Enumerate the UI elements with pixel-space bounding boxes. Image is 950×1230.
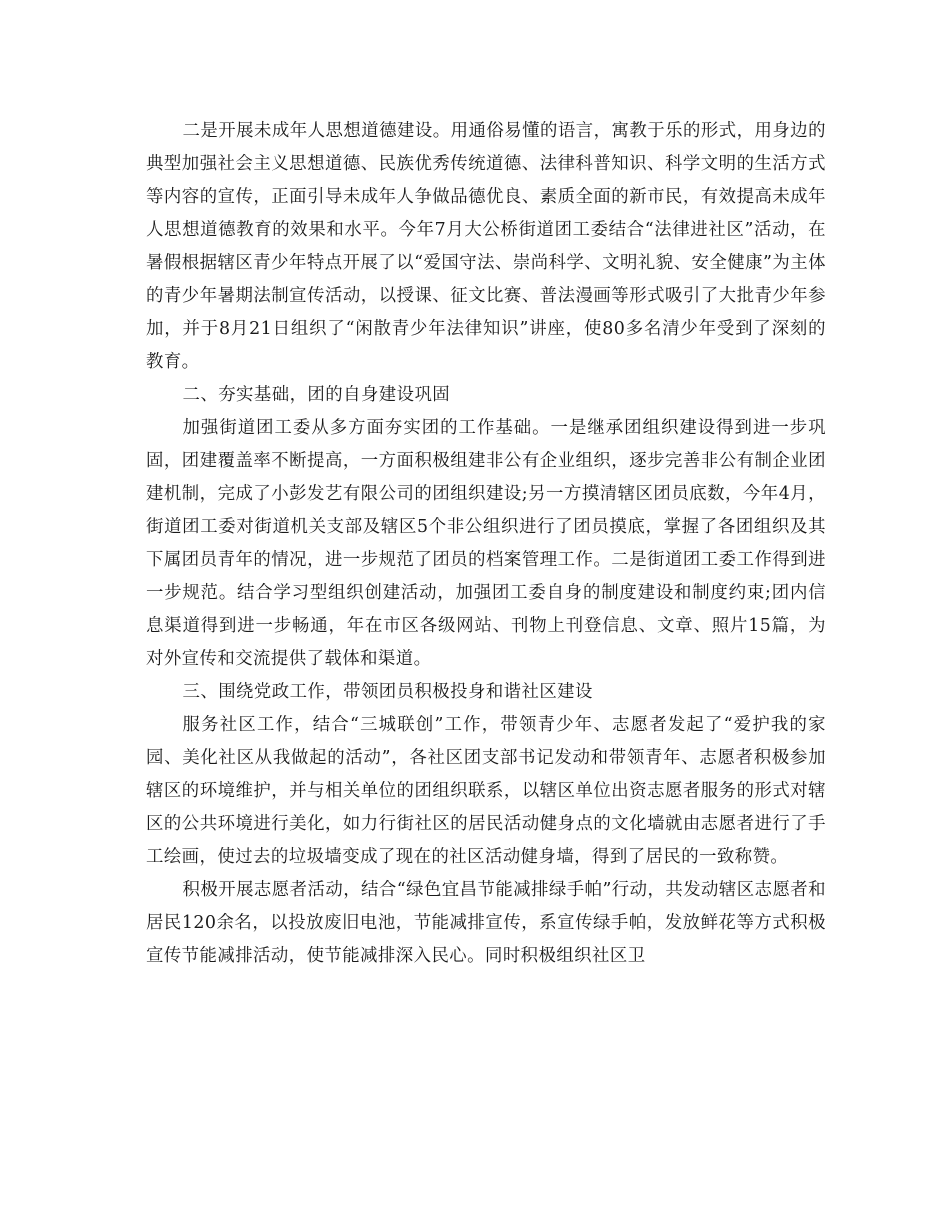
paragraph-volunteer-activities: 积极开展志愿者活动，结合“绿色宜昌节能减排绿手帕”行动，共发动辖区志愿者和居民120余名，以投放废旧电池，节能减排宣传，系宣传绿手帕，发放鲜花等方式积极宣传节能减排活动，使节能减排深入民心。同时积极组织社区卫 [146,880,826,966]
paragraph-league-building: 加强街道团工委从多方面夯实团的工作基础。一是继承团组织建设得到进一步巩固，团建覆盖率不断提高，一方面积极组建非公有企业组织，逐步完善非公有制企业团建机制，完成了小彭发艺有限公司的团组织建设;另一方摸清辖区团员底数，今年4月，街道团工委对街道机关支部及辖区5个非公组织进行了团员摸底，掌握了各团组织及其下属团员青年的情况，进一步规范了团员的档案管理工作。二是街道团工委工作得到进一步规范。结合学习型组织创建活动，加强团工委自身的制度建设和制度约束;团内信息渠道得到进一步畅通，年在市区各级网站、刊物上刊登信息、文章、照片15篇，为对外宣传和交流提供了载体和渠道。 [146,418,826,669]
document-body [146,115,826,973]
section-heading-2: 二、夯实基础，团的自身建设巩固 [182,385,451,405]
paragraph-community-service: 服务社区工作，结合“三城联创”工作，带领青少年、志愿者发起了“爱护我的家园、美化社区从我做起的活动”，各社区团支部书记发动和带领青年、志愿者积极参加辖区的环境维护，并与相关单位的团组织联系，以辖区单位出资志愿者服务的形式对辖区的公共环境进行美化，如力行街社区的居民活动健身点的文化墙就由志愿者进行了手工绘画，使过去的垃圾墙变成了现在的社区活动健身墙，得到了居民的一致称赞。 [146,715,826,867]
section-heading-3: 三、围绕党政工作，带领团员积极投身和谐社区建设 [182,682,593,702]
paragraph-minors-moral-education: 二是开展未成年人思想道德建设。用通俗易懂的语言，寓教于乐的形式，用身边的典型加强社会主义思想道德、民族优秀传统道德、法律科普知识、科学文明的生活方式等内容的宣传，正面引导未成年人争做品德优良、素质全面的新市民，有效提高未成年人思想道德教育的效果和水平。今年7月大公桥街道团工委结合“法律进社区”活动，在暑假根据辖区青少年特点开展了以“爱国守法、崇尚科学、文明礼貌、安全健康”为主体的青少年暑期法制宣传活动，以授课、征文比赛、普法漫画等形式吸引了大批青少年参加，并于8月21日组织了“闲散青少年法律知识”讲座，使80多名清少年受到了深刻的教育。 [146,121,826,372]
